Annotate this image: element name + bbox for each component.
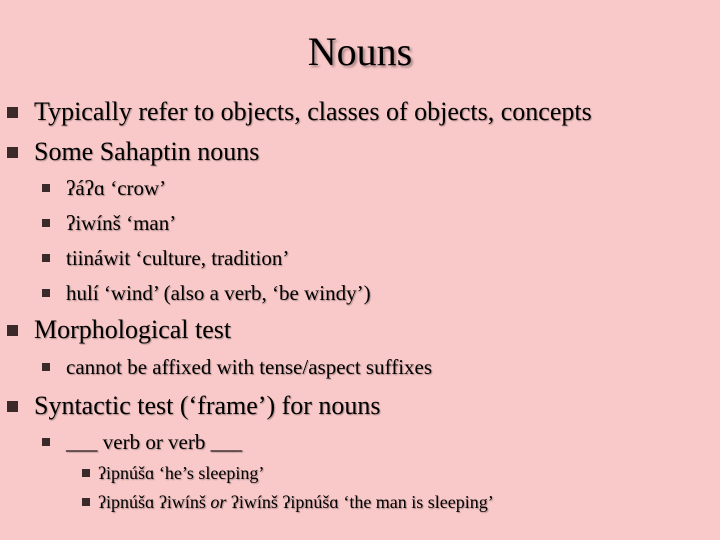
bullet-item [34,390,381,422]
square-bullet-icon [7,107,18,118]
slide-title: Nouns [307,29,413,74]
sub-bullet-text: hulí ‘wind’ (also a verb, ‘be windy’) [66,281,371,305]
square-bullet-icon [7,325,18,336]
square-bullet-icon [42,184,50,192]
sub-sub-bullet-text: ʔipnúšɑ ‘he’s sleeping’ [98,463,265,483]
square-bullet-icon [7,401,18,412]
square-bullet-icon [82,469,90,477]
bullet-item [34,136,259,168]
sub-bullet-item [66,354,432,380]
bullet-item [34,96,592,128]
bullet-item [34,314,231,346]
square-bullet-icon [7,147,18,158]
sub-bullet-item [66,210,176,236]
sub-bullet-text: cannot be affixed with tense/aspect suffixes [66,355,433,379]
bullet-text: Some Sahaptin nouns [34,137,260,166]
square-bullet-icon [42,254,50,262]
sub-sub-bullet-text-a: ʔipnúšɑ ʔiwínš [98,492,206,512]
sub-bullet-item [66,280,371,306]
sub-bullet-item [66,245,289,271]
sub-sub-bullet-text-b: ʔiwínš ʔipnúšɑ ‘the man is sleeping’ [230,492,494,512]
bullet-text: Morphological test [34,315,232,344]
sub-sub-bullet-or: or [210,492,227,512]
bullet-text: Typically refer to objects, classes of objects, concepts [34,97,592,126]
sub-bullet-text: ___ verb or verb ___ [66,430,243,454]
sub-bullet-text: ʔiwínš ‘man’ [66,211,177,235]
sub-bullet-item [66,175,166,201]
sub-bullet-text: ʔáʔɑ ‘crow’ [66,176,167,200]
square-bullet-icon [42,289,50,297]
sub-sub-bullet-item [98,491,494,513]
square-bullet-icon [42,219,50,227]
sub-bullet-item [66,429,242,455]
square-bullet-icon [82,498,90,506]
sub-sub-bullet-item [98,462,264,484]
square-bullet-icon [42,363,50,371]
sub-bullet-text: tiináwit ‘culture, tradition’ [66,246,290,270]
square-bullet-icon [42,438,50,446]
bullet-text: Syntactic test (‘frame’) for nouns [34,391,381,420]
